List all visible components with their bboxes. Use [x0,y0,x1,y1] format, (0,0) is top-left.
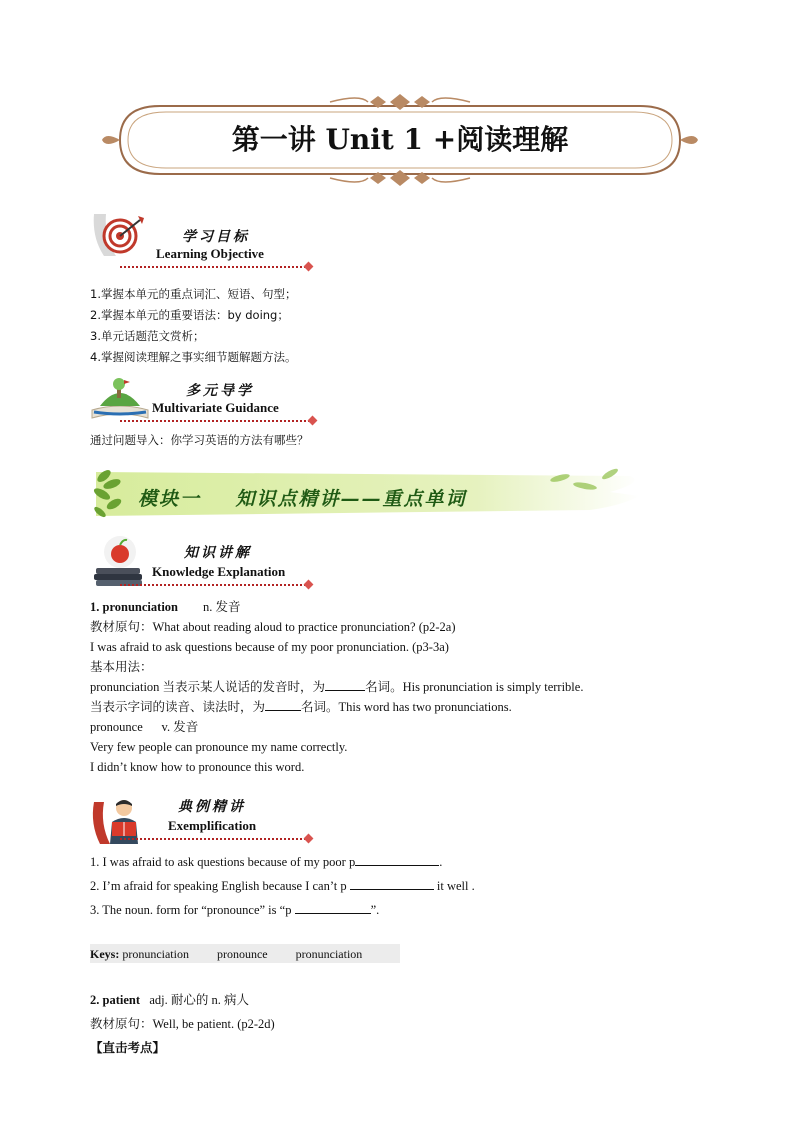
guidance-title-en: Multivariate Guidance [152,400,279,415]
diamond-icon [308,416,318,426]
key-answer: pronunciation [122,947,189,961]
answer-blank[interactable] [355,853,439,866]
guidance-divider [120,420,310,422]
exemplification-title-en: Exemplification [168,818,257,833]
patient-section [90,990,275,1058]
key-answer: pronounce [216,947,268,961]
objective-title-en: Learning Objective [156,246,264,261]
objective-item: 3.单元话题范文赏析； [90,329,205,343]
usage-line [90,677,583,697]
usage-line [90,697,583,717]
objective-item: 1.掌握本单元的重点词汇、短语、句型； [90,287,297,301]
knowledge-title-zh: 知识讲解 [184,545,252,561]
verb-pos: v. 发音 [161,720,199,734]
objective-title-zh: 学习目标 [182,229,250,245]
knowledge-body [90,597,583,777]
book-icon [90,376,150,422]
module-topic: 知识点精讲——重点单词 [235,488,467,510]
module-label: 模块一 [138,488,202,510]
usage-text: pronunciation 当表示某人说话的发音时，为 [90,680,326,694]
usage-heading: 基本用法： [90,660,153,674]
exercise-text: 3. The noun. form for “pronounce” is “p [90,903,292,917]
objective-item: 4.掌握阅读理解之事实细节题解题方法。 [90,350,297,364]
diamond-icon [304,580,314,590]
word-term: 2. patient [90,993,140,1007]
usage-text: 当表示字词的读音、读法时，为 [90,700,266,714]
diamond-icon [304,262,314,272]
usage-text: 名词。His pronunciation is simply terrible. [365,680,584,694]
guidance-title-zh: 多元导学 [186,383,254,399]
exam-point-heading: 【直击考点】 [90,1041,166,1055]
target-icon [90,208,146,260]
example-sentence: I was afraid to ask questions because of my poor pronunciation. (p3-3a) [90,640,449,654]
diamond-icon [304,834,314,844]
verb-heading [90,717,583,737]
key-answer: pronunciation [295,947,363,961]
verb-word: pronounce [90,720,143,734]
source-sentence: 教材原句：What about reading aloud to practice pronunciation? (p2-2a) [90,620,456,634]
exercise-text: it well . [433,879,475,893]
exemplification-title-zh: 典例精讲 [178,799,246,815]
exercise-item [90,876,475,896]
keys-label: Keys: [90,947,120,961]
word-pos: adj. 耐心的 n. 病人 [149,993,250,1007]
guidance-text: 通过问题导入：你学习英语的方法有哪些？ [90,433,309,447]
source-sentence: 教材原句：Well, be patient. (p2-2d) [90,1017,275,1031]
exercise-text: ”. [370,903,380,917]
apple-books-icon [90,532,150,588]
objective-list [90,284,296,368]
knowledge-title-en: Knowledge Explanation [152,564,286,579]
usage-text: 名词。This word has two pronunciations. [301,700,512,714]
exercise-text: 1. I was afraid to ask questions because of my poor p [90,855,356,869]
word-pos: n. 发音 [203,600,241,614]
answer-blank[interactable] [350,877,434,890]
word-heading [90,990,275,1010]
answer-blank[interactable] [325,678,365,691]
word-heading [90,597,583,617]
page-title: 第一讲 Unit 1 +阅读理解 [231,123,569,156]
example-sentence: Very few people can pronounce my name correctly. [90,740,348,754]
objective-divider [120,266,306,268]
answer-blank[interactable] [265,698,301,711]
word-term: 1. pronunciation [90,600,178,614]
objective-item: 2.掌握本单元的重要语法：by doing； [90,308,289,322]
reader-icon [90,796,150,848]
exercise-item [90,852,442,872]
knowledge-divider [120,584,306,586]
answer-blank[interactable] [295,901,371,914]
example-sentence: I didn’t know how to pronounce this word. [90,760,305,774]
exercise-text: . [439,855,443,869]
exemplification-divider [120,838,306,840]
exercise-text: 2. I’m afraid for speaking English because I can’t p [90,879,347,893]
exercise-item [90,900,379,920]
module-title [138,484,467,511]
keys-line [90,944,362,964]
